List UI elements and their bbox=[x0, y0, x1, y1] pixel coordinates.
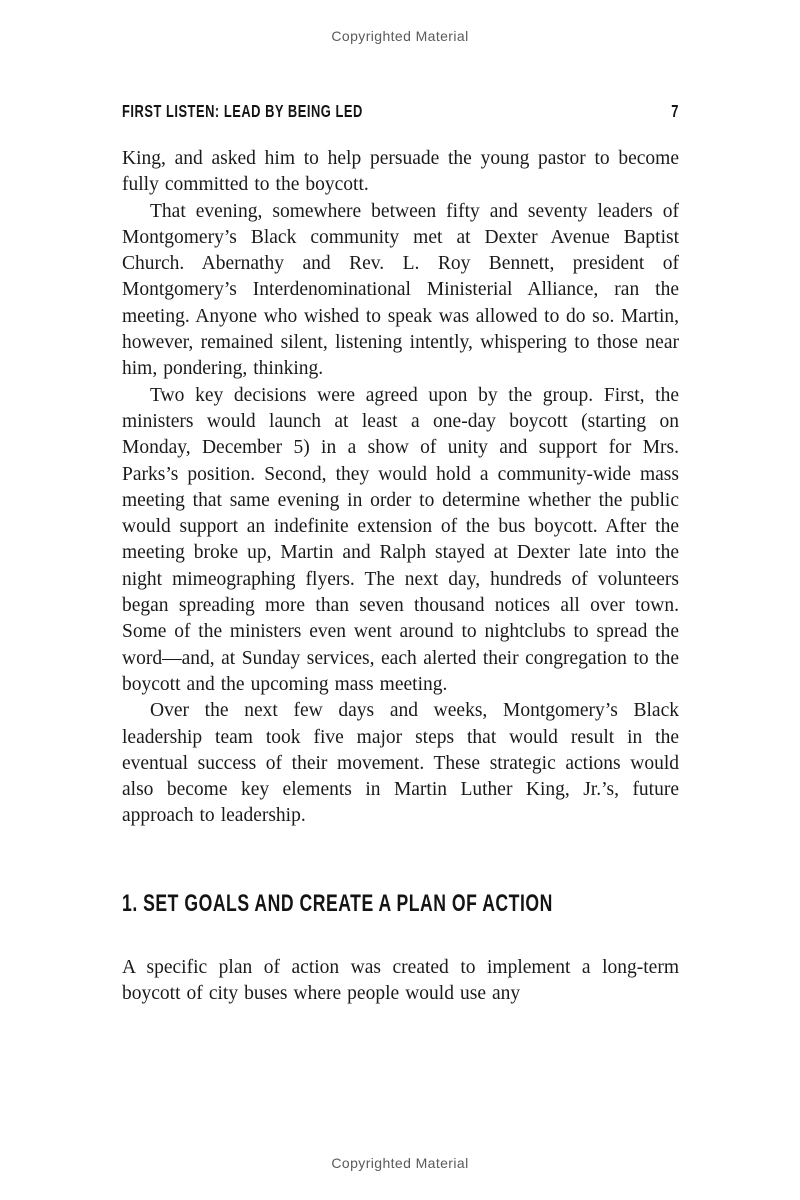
section-heading-text: 1. SET GOALS AND CREATE A PLAN OF ACTION bbox=[122, 890, 553, 917]
running-header bbox=[122, 103, 679, 120]
copyright-notice-bottom: Copyrighted Material bbox=[331, 1155, 469, 1171]
paragraph: Two key decisions were agreed upon by the group. First, the ministers would launch at least a one-day boycott (starting on Monday, December 5) in a show of unity and support for Mrs. Parks’s position. Second, they would hold a community-wide mass meeting that same evening in order to determine whether the public would support an indefinite extension of the bus boycott. After the meeting broke up, Martin and Ralph stayed at Dexter late into the night mimeographing flyers. The next day, hundreds of volunteers began spreading more than seven thousand notices all over town. Some of the ministers even went around to nightclubs to spread the word—and, at Sunday services, each alerted their congregation to the boycott and the upcoming mass meeting. bbox=[122, 384, 679, 695]
paragraph: Over the next few days and weeks, Montgomery’s Black leadership team took five major steps that would result in the eventual success of their movement. These strategic actions would also become key elements in Martin Luther King, Jr.’s, future approach to leadership. bbox=[122, 700, 679, 827]
running-title: FIRST LISTEN: LEAD BY BEING LED bbox=[122, 101, 363, 122]
page-number: 7 bbox=[671, 101, 679, 122]
page-content bbox=[122, 103, 679, 1007]
section-heading bbox=[122, 890, 679, 917]
paragraph: A specific plan of action was created to implement a long-term boycott of city buses where people would use any bbox=[122, 956, 679, 1005]
paragraph-continuation: King, and asked him to help persuade the young pastor to become fully committed to the boycott. bbox=[122, 148, 679, 196]
copyright-notice-top: Copyrighted Material bbox=[331, 28, 469, 44]
paragraph: That evening, somewhere between fifty and seventy leaders of Montgomery’s Black community met at Dexter Avenue Baptist Church. Abernathy and Rev. L. Roy Bennett, president of Montgomery’s Interdenominational Ministerial Alliance, ran the meeting. Anyone who wished to speak was allowed to do so. Martin, however, remained silent, listening intently, whispering to those near him, pondering, thinking. bbox=[122, 200, 679, 380]
